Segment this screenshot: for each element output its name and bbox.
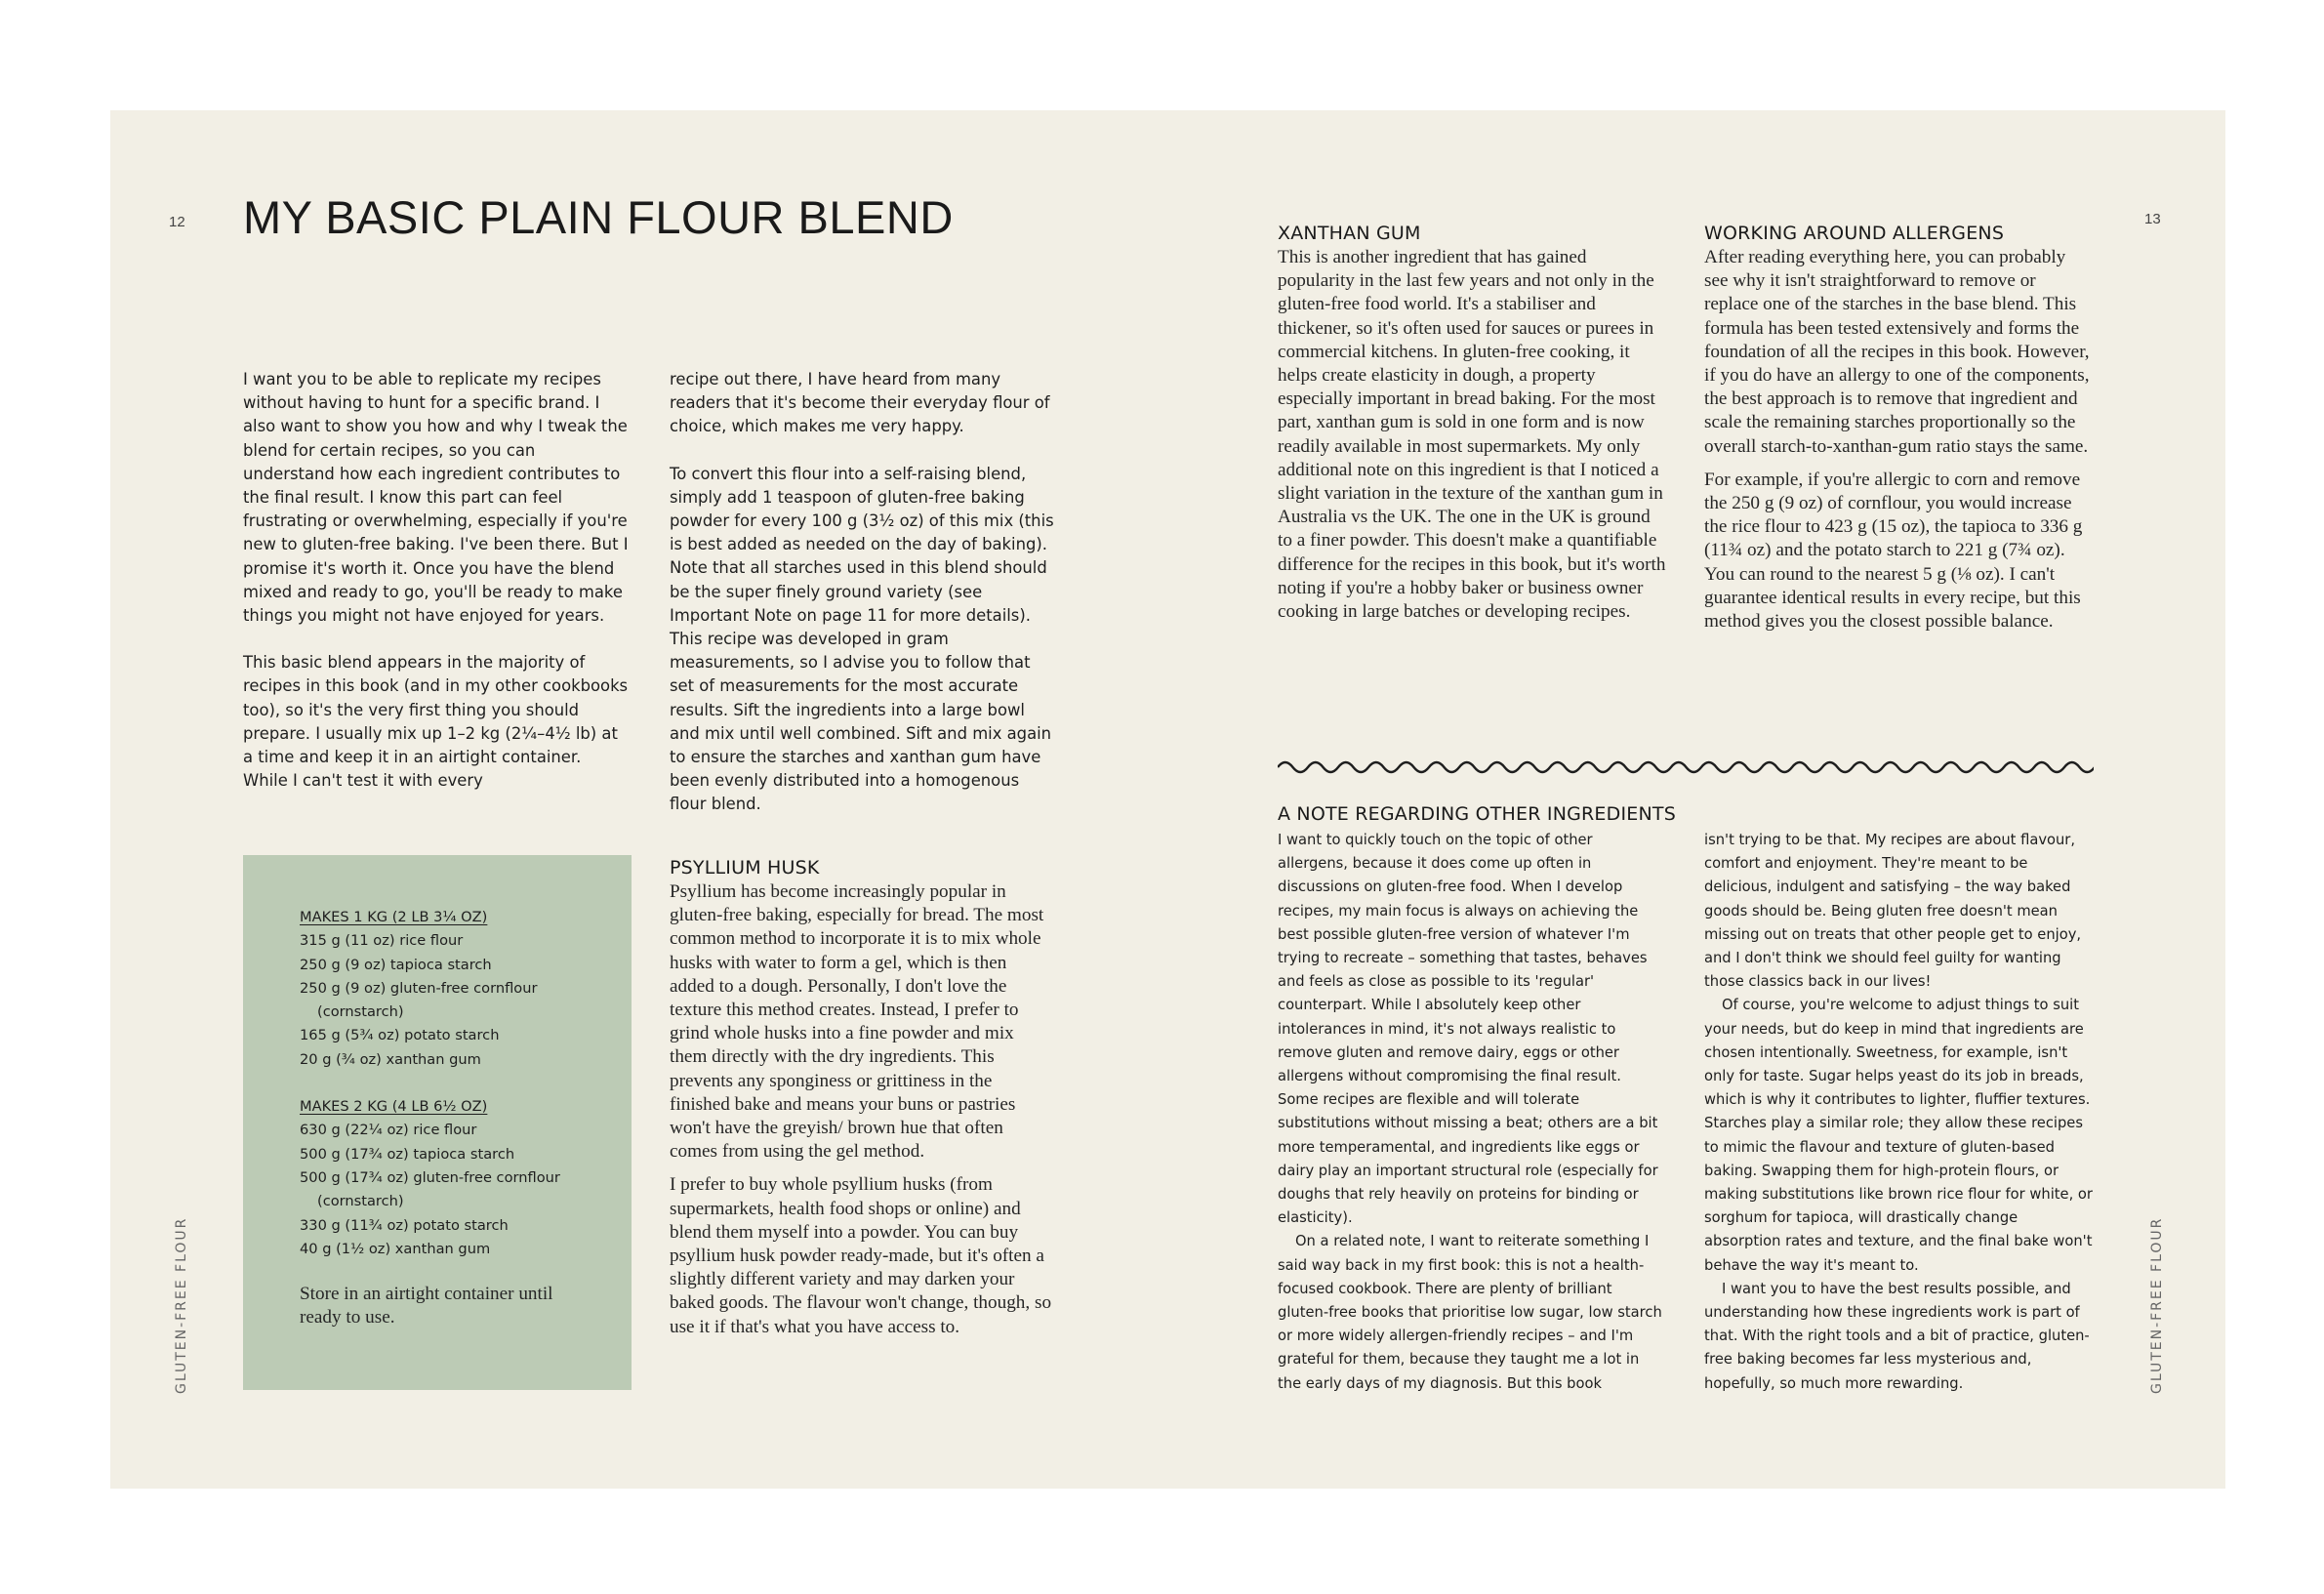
intro-paragraph: recipe out there, I have heard from many readers that it's become their everyday flour of choice, which makes me very happy. bbox=[670, 370, 1050, 436]
other-ingredients-heading: A NOTE REGARDING OTHER INGREDIENTS bbox=[1278, 803, 1676, 825]
other-ingredients-column-2 bbox=[1704, 829, 2093, 1396]
other-ingredients-column-1 bbox=[1278, 829, 1666, 1396]
intro-column-1 bbox=[243, 368, 630, 816]
recipe-box bbox=[243, 855, 632, 1390]
intro-paragraph: I want you to be able to replicate my recipes without having to hunt for a specific brand. I also want to show you how and why I tweak the blend for certain recipes, so you can understand how each ingredient contributes to the final result. I know this part can feel frustrating or overwhelming, especially if you're new to gluten-free baking. I've been there. But I promise it's worth it. Once you have the blend mixed and ready to go, you'll be ready to make things you might not have enjoyed for years. bbox=[243, 370, 629, 626]
xanthan-heading: XANTHAN GUM bbox=[1278, 223, 1421, 244]
page-title: MY BASIC PLAIN FLOUR BLEND bbox=[243, 191, 954, 243]
other-paragraph: Of course, you're welcome to adjust things to suit your needs, but do keep in mind that ingredients are chosen intentionally. Sweetness, for example, isn't only for taste. Sugar helps yeast do its job in breads, which is why it contributes to lighter, fluffier textures. Starches play a similar role; they allow these recipes to mimic the flavour and texture of gluten-based baking. Swapping them for high-protein flours, or making substitutions like brown rice flour for white, or sorghum for tapioca, will drastically change absorption rates and texture, and the final bake won't behave the way it's meant to. bbox=[1704, 997, 2093, 1274]
xanthan-paragraph: This is another ingredient that has gained popularity in the last few years and not only in the gluten-free food world. It's a stabiliser and thickener, so it's often used for sauces or purees in commercial kitchens. In gluten-free cooking, it helps create elasticity in dough, a property especially important in bread baking. For the most part, xanthan gum is sold in one form and is now readily available in most supermarkets. My only additional note on this ingredient is that I noticed a slight variation in the texture of the xanthan gum in Australia vs the UK. The one in the UK is ground to a finer powder. This doesn't make a quantifiable difference for the recipes in this book, but it's worth noting if you're a hobby baker or business owner cooking in large batches or developing recipes. bbox=[1278, 247, 1666, 623]
intro-paragraph: This basic blend appears in the majority of recipes in this book (and in my other cookbooks too), so it's the very first thing you should prepare. I usually mix up 1–2 kg (2¼–4½ lb) at a time and keep it in an airtight container. While I can't test it with every bbox=[243, 653, 629, 791]
wavy-divider bbox=[1278, 756, 2094, 778]
ingredient: 630 g (22¼ oz) rice flour bbox=[300, 1122, 477, 1139]
ingredient: 250 g (9 oz) tapioca starch bbox=[300, 956, 492, 973]
allergens-heading: WORKING AROUND ALLERGENS bbox=[1704, 223, 2005, 244]
ingredient: 500 g (17¾ oz) gluten-free cornflour bbox=[300, 1168, 560, 1186]
page-number-right: 13 bbox=[2144, 211, 2161, 227]
ingredient: (cornstarch) bbox=[317, 1193, 404, 1210]
ingredient: (cornstarch) bbox=[317, 1003, 404, 1021]
side-label-left: GLUTEN-FREE FLOUR bbox=[174, 1216, 189, 1394]
allergens-body bbox=[1704, 246, 2093, 643]
other-paragraph: isn't trying to be that. My recipes are about flavour, comfort and enjoyment. They're meant to be delicious, indulgent and satisfying – the way baked goods should be. Being gluten free doesn't mean missing out on treats that other people get to enjoy, and I don't think we should feel guilty for wanting those classics back in our lives! bbox=[1704, 832, 2082, 991]
intro-column-2 bbox=[670, 368, 1056, 840]
psyllium-paragraph: I prefer to buy whole psyllium husks (from supermarkets, health food shops or online) and blend them myself into a powder. You can buy psyllium husk powder ready-made, but it's often a slightly different variety and may darken your baked goods. The flavour won't change, though, so use it if that's what you have access to. bbox=[670, 1174, 1052, 1337]
ingredient: 250 g (9 oz) gluten-free cornflour bbox=[300, 979, 538, 997]
page-number-left: 12 bbox=[169, 214, 185, 230]
other-paragraph: I want you to have the best results possible, and understanding how these ingredients work is part of that. With the right tools and a bit of practice, gluten-free baking becomes far less mysterious and, hopefully, so much more rewarding. bbox=[1704, 1280, 2090, 1392]
psyllium-body bbox=[670, 880, 1052, 1349]
recipe-list bbox=[300, 906, 612, 1330]
intro-paragraph: To convert this flour into a self-raising blend, simply add 1 teaspoon of gluten-free baking powder for every 100 g (3½ oz) of this mix (this is best added as needed on the day of baking). Note that all starches used in this blend should be the super finely ground variety (see Important Note on page 11 for more details). This recipe was developed in gram measurements, so I advise you to follow that set of measurements for the most accurate results. Sift the ingredients into a large bowl and mix until well combined. Sift and mix again to ensure the starches and xanthan gum have been evenly distributed into a homogenous flour blend. bbox=[670, 464, 1054, 814]
side-label-right: GLUTEN-FREE FLOUR bbox=[2149, 1216, 2165, 1394]
psyllium-heading: PSYLLIUM HUSK bbox=[670, 857, 820, 879]
ingredient: 500 g (17¾ oz) tapioca starch bbox=[300, 1145, 515, 1163]
allergens-paragraph: After reading everything here, you can probably see why it isn't straightforward to remove or replace one of the starches in the base blend. This formula has been tested extensively and forms the foundation of all the recipes in this book. However, if you do have an allergy to one of the components, the best approach is to remove that ingredient and scale the remaining starches proportionally so the overall starch-to-xanthan-gum ratio stays the same. bbox=[1704, 247, 2090, 457]
ingredient: 330 g (11¾ oz) potato starch bbox=[300, 1216, 509, 1234]
makes-2kg-heading: MAKES 2 KG (4 LB 6½ OZ) bbox=[300, 1098, 488, 1116]
xanthan-body bbox=[1278, 246, 1666, 634]
makes-1kg-heading: MAKES 1 KG (2 LB 3¼ OZ) bbox=[300, 909, 488, 925]
allergens-paragraph: For example, if you're allergic to corn and remove the 250 g (9 oz) of cornflour, you would increase the rice flour to 423 g (15 oz), the tapioca to 336 g (11¾ oz) and the potato starch to 221 g (7¾ oz). You can round to the nearest 5 g (⅛ oz). I can't guarantee identical results in every recipe, but this method gives you the closest possible balance. bbox=[1704, 469, 2083, 633]
psyllium-paragraph: Psyllium has become increasingly popular in gluten-free baking, especially for bread. The most common method to incorporate it is to mix whole husks with water to form a gel, which is then added to a dough. Personally, I don't love the texture this method creates. Instead, I prefer to grind whole husks into a fine powder and mix them directly with the dry ingredients. This prevents any sponginess or grittiness in the finished bake and means your buns or pastries won't have the greyish/ brown hue that often comes from using the gel method. bbox=[670, 881, 1044, 1163]
ingredient: 165 g (5¾ oz) potato starch bbox=[300, 1027, 500, 1044]
ingredient: 315 g (11 oz) rice flour bbox=[300, 932, 464, 950]
ingredient: 40 g (1½ oz) xanthan gum bbox=[300, 1240, 491, 1257]
other-paragraph: On a related note, I want to reiterate something I said way back in my first book: this is not a health-focused cookbook. There are plenty of brilliant gluten-free books that prioritise low sugar, low starch or more widely allergen-friendly recipes – and I'm grateful for them, because they taught me a lot in the early days of my diagnosis. But this book bbox=[1278, 1233, 1662, 1392]
ingredient: 20 g (¾ oz) xanthan gum bbox=[300, 1050, 481, 1068]
other-paragraph: I want to quickly touch on the topic of other allergens, because it does come up often in discussions on gluten-free food. When I develop recipes, my main focus is always on achieving the best possible gluten-free version of whatever I'm trying to recreate – something that tastes, behaves and feels as close as possible to its 'regular' counterpart. While I absolutely keep other intolerances in mind, it's not always realistic to remove gluten and remove dairy, eggs or other allergens without compromising the final result. Some recipes are flexible and will tolerate substitutions without missing a beat; others are a bit more temperamental, and ingredients like eggs or dairy play an important structural role (especially for doughs that rely heavily on proteins for binding or elasticity). bbox=[1278, 832, 1658, 1227]
storage-note: Store in an airtight container until ready to use. bbox=[300, 1284, 553, 1328]
